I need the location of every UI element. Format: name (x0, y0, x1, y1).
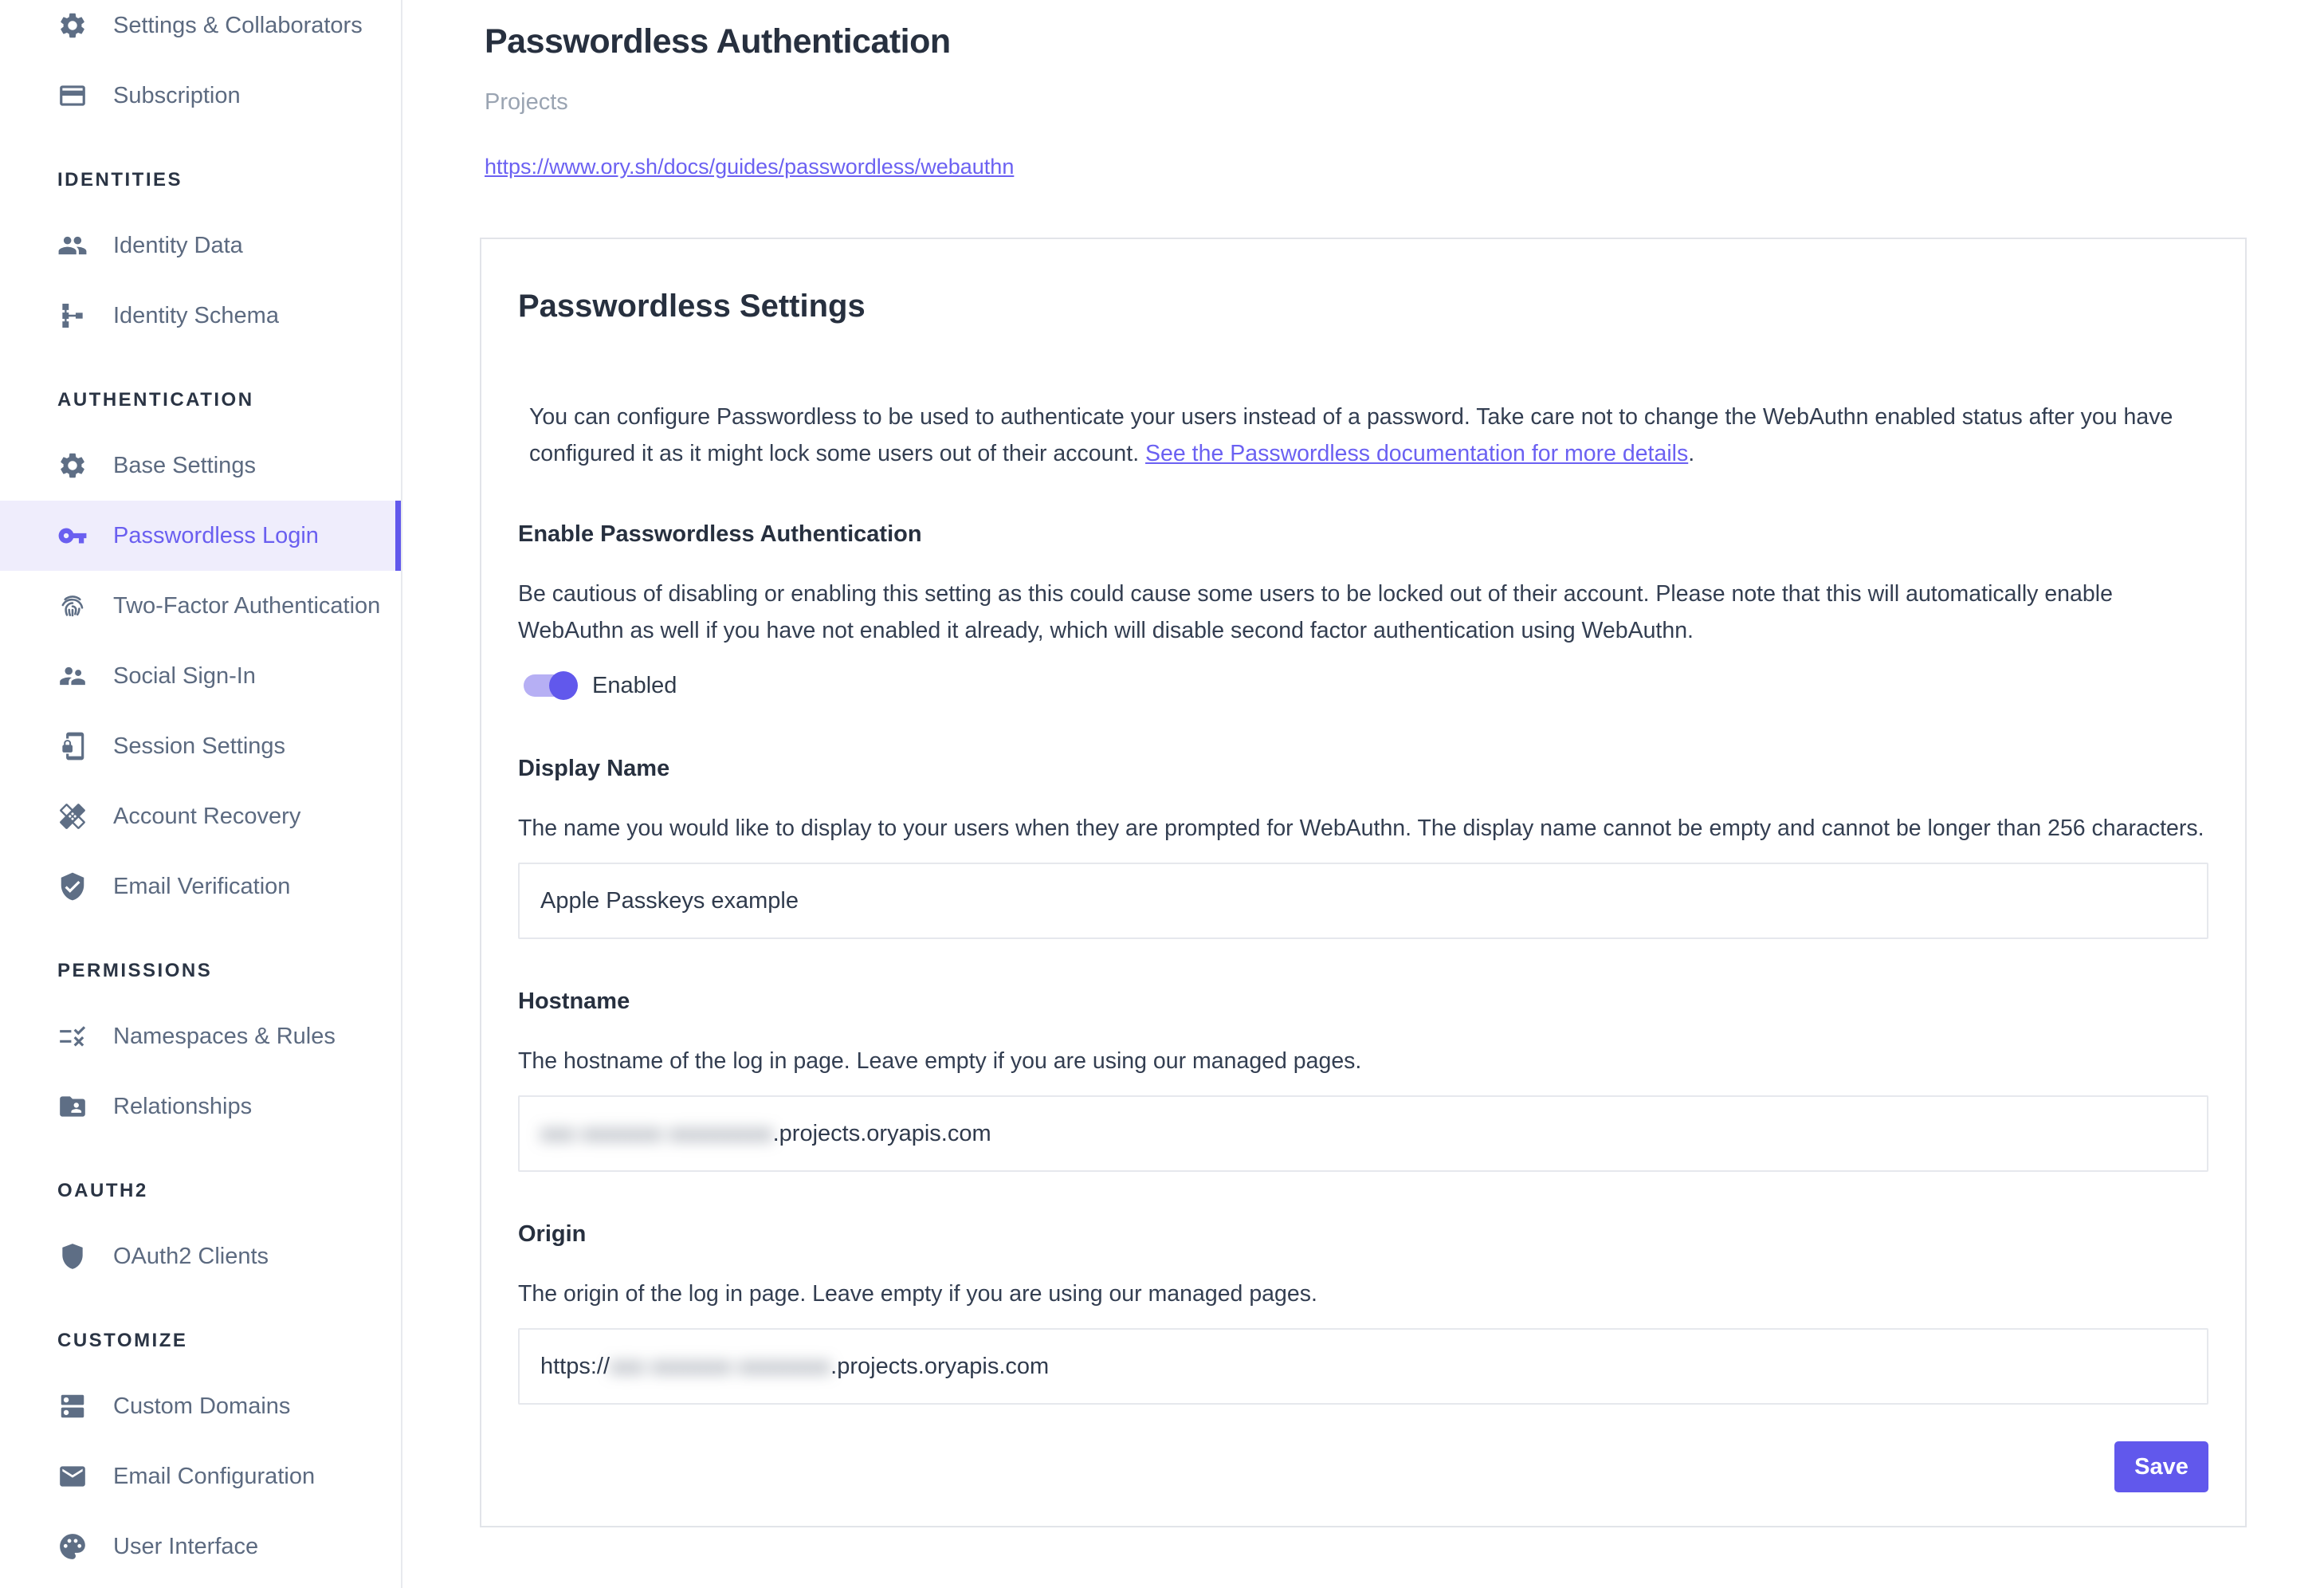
shield-check-icon (57, 871, 88, 902)
card-actions (518, 1441, 2208, 1492)
sidebar-item-label: Namespaces & Rules (113, 1023, 336, 1049)
phone-lock-icon (57, 731, 88, 761)
page-header (480, 21, 2324, 180)
page-title: Passwordless Authentication (485, 22, 951, 61)
sidebar-item-label: Base Settings (113, 452, 256, 478)
fingerprint-icon (57, 591, 88, 621)
sidebar-section (0, 379, 401, 922)
card-title: Passwordless Settings (518, 289, 866, 324)
webauthn-doc-link[interactable]: https://www.ory.sh/docs/guides/passwordless/webauthn (485, 155, 1015, 179)
sidebar-item-session-settings[interactable] (0, 711, 401, 781)
save-button[interactable]: Save (2114, 1441, 2208, 1492)
redacted-hostname-segment: xxx xxxxxxx xxxxxxxxx (540, 1120, 773, 1146)
origin-heading: Origin (518, 1221, 587, 1247)
intro-suffix: . (1688, 441, 1695, 466)
redacted-origin-segment: xxx xxxxxxx xxxxxxxx (610, 1353, 831, 1379)
sidebar-item-social-sign-in[interactable] (0, 641, 401, 711)
sidebar-item-user-interface[interactable] (0, 1511, 401, 1582)
enable-description: Be cautious of disabling or enabling this setting as this could cause some users to be locked out of their account. Please note that this will automatically enable WebAuthn as well if you have not enabled it already, which will disable second factor authentication using WebAuthn. (518, 581, 2113, 643)
sidebar-item-base-settings[interactable] (0, 430, 401, 501)
sidebar-section-header-authentication: AUTHENTICATION (57, 389, 254, 411)
sidebar-item-email-verification[interactable] (0, 851, 401, 922)
display-name-heading: Display Name (518, 756, 670, 781)
sidebar-item-label: Email Configuration (113, 1463, 316, 1489)
sidebar-item-label: Settings & Collaborators (113, 12, 363, 38)
gear-icon (57, 10, 88, 41)
hostname-description: The hostname of the log in page. Leave empty if you are using our managed pages. (518, 1048, 1362, 1074)
intro-paragraph (518, 399, 2208, 472)
sidebar-item-label: Identity Data (113, 232, 243, 258)
sidebar-section-header-customize: CUSTOMIZE (57, 1330, 188, 1351)
sidebar-item-passwordless-login[interactable] (0, 501, 401, 571)
origin-input[interactable] (518, 1328, 2208, 1405)
sidebar-item-identity-data[interactable] (0, 210, 401, 281)
display-name-input[interactable] (518, 863, 2208, 939)
toggle-label: Enabled (592, 672, 677, 698)
rule-icon (57, 1021, 88, 1051)
sidebar-item-label: Subscription (113, 82, 241, 108)
sidebar-section (0, 950, 401, 1142)
people-icon (57, 230, 88, 261)
sidebar-item-subscription[interactable] (0, 61, 401, 131)
sidebar-section (0, 1320, 401, 1582)
sidebar-item-namespaces-rules[interactable] (0, 1001, 401, 1071)
passwordless-settings-card (480, 238, 2247, 1527)
hostname-input[interactable] (518, 1095, 2208, 1172)
gear-icon (57, 450, 88, 481)
intro-text: You can configure Passwordless to be used to authenticate your users instead of a password. Take care not to change the WebAuthn enabled status after you have configured it as it might lock some users out of their account. (529, 404, 2173, 466)
sidebar-section (0, 1170, 401, 1291)
enable-heading: Enable Passwordless Authentication (518, 521, 922, 547)
schema-icon (57, 301, 88, 331)
sidebar-item-label: Session Settings (113, 733, 286, 759)
main-content (402, 0, 2324, 1588)
healing-icon (57, 801, 88, 831)
enable-toggle-row (518, 671, 2208, 700)
sidebar-item-label: Account Recovery (113, 803, 301, 829)
sidebar-item-oauth2-clients[interactable] (0, 1221, 401, 1291)
display-name-description: The name you would like to display to your users when they are prompted for WebAuthn. The display name cannot be empty and cannot be longer than 256 characters. (518, 816, 2204, 841)
sidebar-section-header-permissions: PERMISSIONS (57, 960, 213, 981)
toggle-knob-icon (549, 671, 578, 700)
sidebar-item-label: Passwordless Login (113, 522, 319, 548)
sidebar-section (0, 0, 401, 131)
key-icon (57, 521, 88, 551)
origin-suffix: .projects.oryapis.com (830, 1353, 1050, 1379)
sidebar-item-label: Identity Schema (113, 302, 279, 328)
credit-card-icon (57, 81, 88, 111)
sidebar-section-header-oauth2: OAUTH2 (57, 1180, 148, 1201)
origin-prefix: https:// (540, 1353, 610, 1379)
sidebar-item-label: Email Verification (113, 873, 291, 899)
sidebar-item-custom-domains[interactable] (0, 1371, 401, 1441)
sidebar (0, 0, 402, 1588)
hostname-suffix: .projects.oryapis.com (772, 1120, 991, 1146)
hostname-heading: Hostname (518, 989, 630, 1014)
sidebar-item-identity-schema[interactable] (0, 281, 401, 351)
sidebar-item-label: Custom Domains (113, 1393, 291, 1419)
people-alt-icon (57, 661, 88, 691)
shield-icon (57, 1241, 88, 1272)
sidebar-item-settings-collaborators[interactable] (0, 0, 401, 61)
sidebar-item-label: OAuth2 Clients (113, 1243, 269, 1269)
palette-icon (57, 1531, 88, 1562)
origin-description: The origin of the log in page. Leave empty if you are using our managed pages. (518, 1281, 1317, 1307)
sidebar-section-header-identities: IDENTITIES (57, 169, 183, 191)
mail-icon (57, 1461, 88, 1492)
sidebar-section (0, 159, 401, 351)
sidebar-item-two-factor-authentication[interactable] (0, 571, 401, 641)
sidebar-item-label: Social Sign-In (113, 662, 256, 689)
folder-user-icon (57, 1091, 88, 1122)
sidebar-item-label: Two-Factor Authentication (113, 592, 381, 619)
passwordless-toggle[interactable] (524, 674, 571, 697)
passwordless-doc-link[interactable]: See the Passwordless documentation for more details (1145, 441, 1689, 466)
sidebar-item-label: User Interface (113, 1533, 259, 1559)
sidebar-item-relationships[interactable] (0, 1071, 401, 1142)
dns-icon (57, 1391, 88, 1421)
sidebar-item-email-configuration[interactable] (0, 1441, 401, 1511)
sidebar-item-label: Relationships (113, 1093, 253, 1119)
sidebar-item-account-recovery[interactable] (0, 781, 401, 851)
breadcrumb: Projects (485, 89, 568, 115)
